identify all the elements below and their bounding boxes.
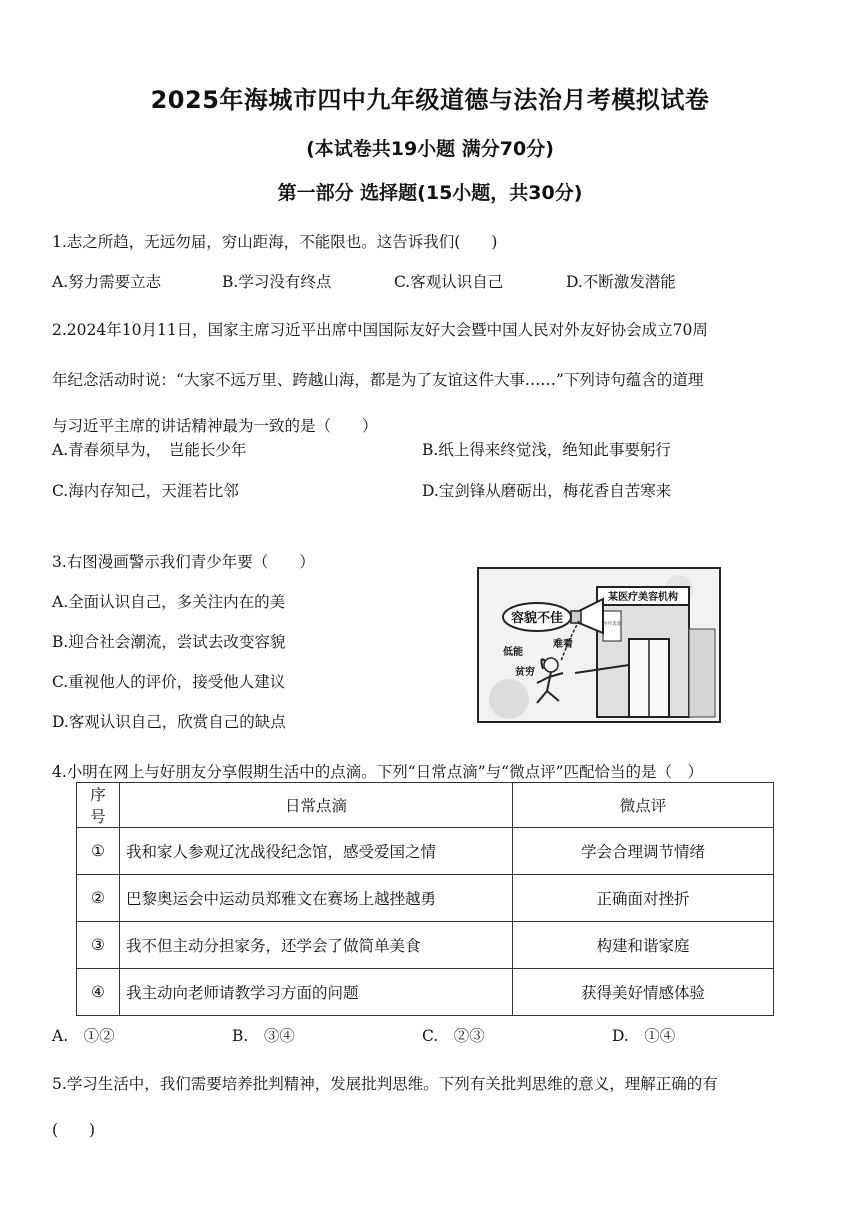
page-title: 2025年海城市四中九年级道德与法治月考模拟试卷 bbox=[150, 86, 710, 114]
cartoon-poster-text: 医疗美容 bbox=[603, 622, 621, 627]
cartoon-tag-2: 难看 bbox=[553, 639, 573, 650]
q4-table bbox=[76, 782, 774, 1016]
q2-option-c: C.海内存知己，天涯若比邻 bbox=[52, 482, 239, 500]
q2-stem-line-3: 与习近平主席的讲话精神最为一致的是（ ） bbox=[52, 417, 378, 435]
q1-option-b: B.学习没有终点 bbox=[222, 273, 332, 291]
q4-option-d: D. ①④ bbox=[612, 1027, 676, 1045]
q2-stem-line-1: 2.2024年10月11日，国家主席习近平出席中国国际友好大会暨中国人民对外友好协会成立70周 bbox=[52, 321, 708, 339]
q1-option-d: D.不断激发潜能 bbox=[566, 273, 676, 291]
q4-option-a: A. ①② bbox=[52, 1027, 115, 1045]
table-cell-index: ② bbox=[77, 875, 120, 922]
q2-option-d: D.宝剑锋从磨砺出，梅花香自苦寒来 bbox=[422, 482, 672, 500]
table-cell-comment: 获得美好情感体验 bbox=[513, 969, 774, 1016]
cartoon-bubble-text: 容貌不佳 bbox=[510, 611, 564, 626]
q3-option-d: D.客观认识自己，欣赏自己的缺点 bbox=[52, 713, 286, 731]
table-header-comment: 微点评 bbox=[513, 783, 774, 828]
table-cell-daily: 巴黎奥运会中运动员郑雅文在赛场上越挫越勇 bbox=[120, 875, 513, 922]
q3-stem: 3.右图漫画警示我们青少年要（ ） bbox=[52, 553, 315, 571]
q4-option-c: C. ②③ bbox=[422, 1027, 485, 1045]
table-cell-index: ④ bbox=[77, 969, 120, 1016]
q5-stem-line-2: ( ) bbox=[52, 1121, 96, 1139]
q2-option-b: B.纸上得来终觉浅，绝知此事要躬行 bbox=[422, 441, 671, 459]
q4-stem: 4.小明在网上与好朋友分享假期生活中的点滴。下列“日常点滴”与“微点评”匹配恰当的是（ ） bbox=[52, 763, 703, 781]
table-cell-comment: 学会合理调节情绪 bbox=[513, 828, 774, 875]
table-cell-daily: 我主动向老师请教学习方面的问题 bbox=[120, 969, 513, 1016]
q3-option-b: B.迎合社会潮流，尝试去改变容貌 bbox=[52, 633, 286, 651]
table-header-index: 序号 bbox=[77, 783, 120, 828]
q3-option-a: A.全面认识自己，多关注内在的美 bbox=[52, 593, 286, 611]
table-cell-daily: 我不但主动分担家务，还学会了做简单美食 bbox=[120, 922, 513, 969]
exam-subtitle: (本试卷共19小题 满分70分) bbox=[306, 138, 554, 160]
table-row bbox=[77, 922, 774, 969]
table-header-row bbox=[77, 783, 774, 828]
table-cell-comment: 正确面对挫折 bbox=[513, 875, 774, 922]
q2-stem-line-2: 年纪念活动时说：“大家不远万里、跨越山海，都是为了友谊这件大事……”下列诗句蕴含的道理 bbox=[52, 371, 704, 389]
q4-option-b: B. ③④ bbox=[232, 1027, 295, 1045]
q1-stem: 1.志之所趋，无远勿届，穷山距海，不能限也。这告诉我们( ) bbox=[52, 233, 498, 251]
cartoon-image bbox=[477, 567, 721, 723]
table-row bbox=[77, 969, 774, 1016]
table-cell-comment: 构建和谐家庭 bbox=[513, 922, 774, 969]
q2-option-a: A.青春须早为， 岂能长少年 bbox=[52, 441, 247, 459]
cartoon-tag-1: 低能 bbox=[503, 647, 523, 658]
q5-stem-line-1: 5.学习生活中，我们需要培养批判精神，发展批判思维。下列有关批判思维的意义，理解正确的有 bbox=[52, 1075, 718, 1093]
q3-option-c: C.重视他人的评价，接受他人建议 bbox=[52, 673, 286, 691]
table-row bbox=[77, 828, 774, 875]
table-cell-daily: 我和家人参观辽沈战役纪念馆，感受爱国之情 bbox=[120, 828, 513, 875]
q1-option-a: A.努力需要立志 bbox=[52, 273, 162, 291]
table-cell-index: ③ bbox=[77, 922, 120, 969]
table-header-daily: 日常点滴 bbox=[120, 783, 513, 828]
table-cell-index: ① bbox=[77, 828, 120, 875]
cartoon-sign-text: 某医疗美容机构 bbox=[608, 592, 678, 603]
cartoon-tag-3: 贫穷 bbox=[515, 667, 535, 678]
table-row bbox=[77, 875, 774, 922]
section-heading: 第一部分 选择题(15小题，共30分) bbox=[277, 182, 583, 204]
q1-option-c: C.客观认识自己 bbox=[394, 273, 504, 291]
